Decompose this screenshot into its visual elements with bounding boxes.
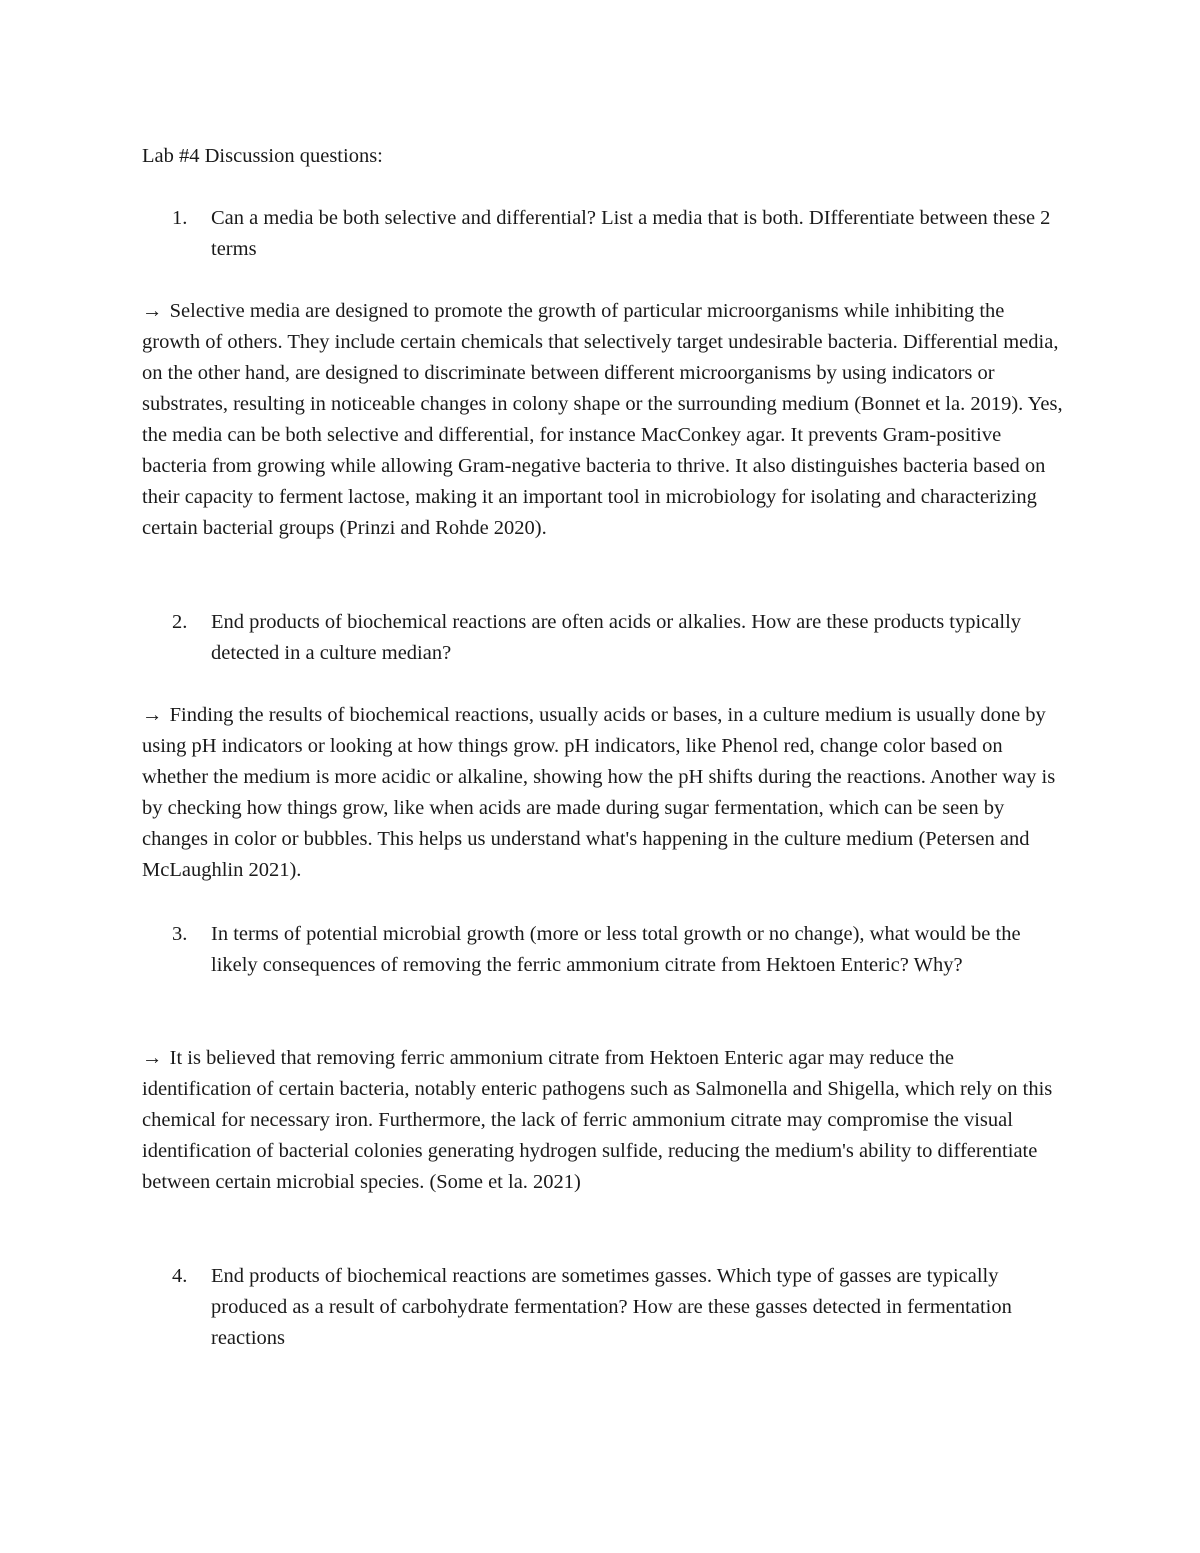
question-number: 3. [172, 923, 188, 945]
document-title: Lab #4 Discussion questions: [142, 145, 383, 167]
answer-2 [142, 700, 1067, 886]
answer-1 [142, 296, 1067, 544]
question-2 [172, 607, 1072, 669]
question-3 [172, 919, 1072, 981]
question-4 [172, 1261, 1072, 1354]
question-number: 1. [172, 207, 188, 229]
arrow-icon: → [142, 1047, 163, 1069]
question-number: 2. [172, 611, 188, 633]
question-1 [172, 203, 1072, 265]
answer-3 [142, 1043, 1067, 1198]
arrow-icon: → [142, 704, 163, 726]
arrow-icon: → [142, 300, 163, 322]
question-text: End products of biochemical reactions are sometimes gasses. Which type of gasses are typically produced as a result of carbohydrate fermentation? How are these gasses detected in fermentation reactions [211, 1265, 1012, 1349]
question-text: Can a media be both selective and differential? List a media that is both. DIfferentiate between these 2 terms [211, 207, 1051, 260]
question-text: In terms of potential microbial growth (more or less total growth or no change), what would be the likely consequences of removing the ferric ammonium citrate from Hektoen Enteric? Why? [211, 923, 1021, 976]
answer-text: It is believed that removing ferric ammonium citrate from Hektoen Enteric agar may reduce the identification of certain bacteria, notably enteric pathogens such as Salmonella and Shigella, which rely on this chemical for necessary iron. Furthermore, the lack of ferric ammonium citrate may compromise the visual identification of bacterial colonies generating hydrogen sulfide, reducing the medium's ability to differentiate between certain microbial species. (Some et la. 2021) [142, 1047, 1053, 1193]
question-text: End products of biochemical reactions are often acids or alkalies. How are these products typically detected in a culture median? [211, 611, 1022, 664]
question-number: 4. [172, 1265, 188, 1287]
answer-text: Finding the results of biochemical reactions, usually acids or bases, in a culture medium is usually done by using pH indicators or looking at how things grow. pH indicators, like Phenol red, change color based on whether the medium is more acidic or alkaline, showing how the pH shifts during the reactions. Another way is by checking how things grow, like when acids are made during sugar fermentation, which can be seen by changes in color or bubbles. This helps us understand what's happening in the culture medium (Petersen and McLaughlin 2021). [142, 704, 1056, 881]
answer-text: Selective media are designed to promote the growth of particular microorganisms while inhibiting the growth of others. They include certain chemicals that selectively target undesirable bacteria. Differential media, on the other hand, are designed to discriminate between different microorganisms by using indicators or substrates, resulting in noticeable changes in colony shape or the surrounding medium (Bonnet et la. 2019). Yes, the media can be both selective and differential, for instance MacConkey agar. It prevents Gram-positive bacteria from growing while allowing Gram-negative bacteria to thrive. It also distinguishes bacteria based on their capacity to ferment lactose, making it an important tool in microbiology for isolating and characterizing certain bacterial groups (Prinzi and Rohde 2020). [142, 300, 1063, 539]
